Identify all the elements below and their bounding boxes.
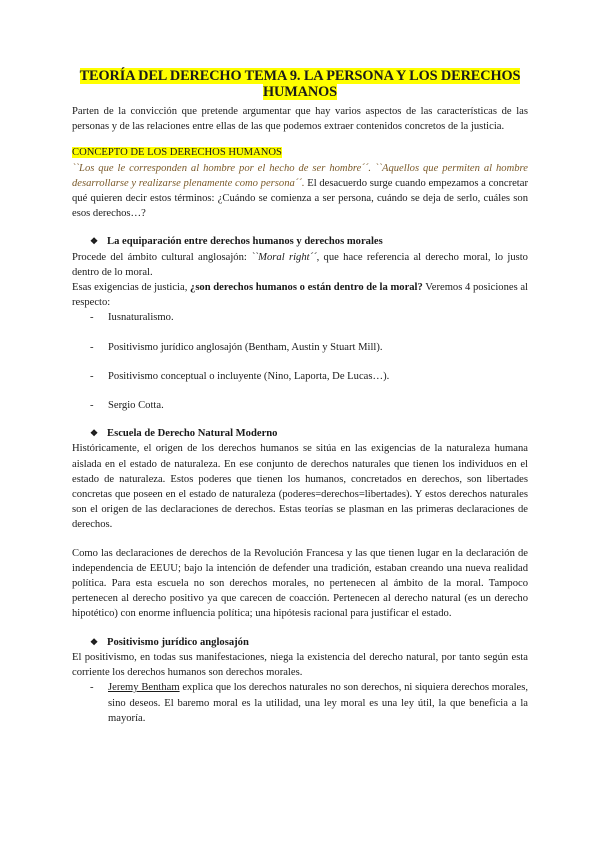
- list-item: [72, 680, 528, 726]
- title-highlight: TEORÍA DEL DERECHO TEMA 9. LA PERSONA Y LOS DERECHOS HUMANOS: [79, 68, 521, 100]
- text-span: , que hace referencia al derecho moral, lo justo dentro de lo moral.: [72, 251, 528, 278]
- concepto-section: [72, 145, 528, 221]
- equiparacion-paragraph-2: [72, 280, 528, 310]
- section-heading-text: La equiparación entre derechos humanos y derechos morales: [107, 236, 383, 248]
- dash-bullet: -: [90, 312, 94, 324]
- diamond-bullet-icon: ❖: [90, 636, 99, 647]
- text-span: Esas exigencias de justicia,: [72, 282, 191, 294]
- section-heading-text: Escuela de Derecho Natural Moderno: [107, 428, 278, 440]
- list-item: [72, 340, 528, 355]
- list-item: [72, 398, 528, 413]
- bentham-name: Jeremy Bentham: [108, 682, 180, 694]
- diamond-bullet-icon: ❖: [90, 428, 99, 439]
- key-question: ¿son derechos humanos o están dentro de la moral?: [190, 282, 423, 294]
- list-item: [72, 369, 528, 384]
- text-span: Veremos 4 posiciones al respecto:: [72, 282, 528, 309]
- equiparacion-paragraph-1: [72, 250, 528, 280]
- concepto-text: El desacuerdo surge cuando empezamos a concretar qué quieren decir estos términos: ¿Cuándo se comienza a ser persona, cuándo se deja de serlo, cuáles son esos derechos…?: [72, 177, 528, 220]
- section-heading-equiparacion: [90, 234, 528, 249]
- escuela-paragraph-2: Como las declaraciones de derechos de la Revolución Francesa y las que tienen lugar en la declaración de independencia de EEUU; bajo la intención de defender una tradición, estaban creando una nueva realidad política. Para esta escuela no son derechos morales, no pertenecen al ámbito de la moral. Tampoco pertenecen al derecho positivo ya que carecen de coacción. Pertenecen al derecho natural (es un derecho hipotético) con enorme influencia política; una hipótesis racional para justificar el estado.: [72, 547, 528, 620]
- dash-bullet: -: [90, 682, 94, 694]
- list-item-text: Sergio Cotta.: [108, 400, 164, 412]
- section-heading-escuela: [90, 426, 528, 441]
- diamond-bullet-icon: ❖: [90, 236, 99, 247]
- list-item-text: explica que los derechos naturales no son derechos, ni siquiera derechos morales, sino deseos. El baremo moral es la utilidad, una ley moral es una ley útil, la que beneficia a la mayoría.: [108, 682, 528, 724]
- document-page: [72, 68, 528, 726]
- list-item-text: Positivismo conceptual o incluyente (Nino, Laporta, De Lucas…).: [108, 370, 390, 382]
- document-title: [72, 68, 528, 100]
- bentham-list: [72, 680, 528, 726]
- moral-right-quote: ``Moral right´´: [251, 251, 317, 263]
- section-heading-positivismo: [90, 635, 528, 650]
- intro-paragraph: Parten de la convicción que pretende argumentar que hay varios aspectos de las características de las personas y de las relaciones entre ellas de las que podemos extraer contenidos concretos de la justicia.: [72, 106, 528, 133]
- concepto-quote: ``Los que le corresponden al hombre por el hecho de ser hombre´´. ``Aquellos que permiten al hombre desarrollarse y realizarse plenamente como persona´´.: [72, 162, 528, 189]
- dash-bullet: -: [90, 341, 94, 353]
- escuela-paragraph-1: Históricamente, el origen de los derechos humanos se sitúa en las exigencias de la naturaleza humana aislada en el estado de naturaleza. En ese conjunto de derechos naturales que tienen los individuos en el estado de naturaleza. Estos poderes que tienen los humanos, concretados en derechos, son libertades concretas que poseen en el estado de naturaleza (poderes=derechos=libertades). Y estos derechos naturales son el origen de las declaraciones de derechos. Estas teorías se plasman en las primeras declaraciones de derechos.: [72, 443, 528, 531]
- list-item: [72, 310, 528, 325]
- list-item-text: Positivismo jurídico anglosajón (Bentham, Austin y Stuart Mill).: [108, 341, 383, 353]
- text-span: Procede del ámbito cultural anglosajón:: [72, 251, 252, 263]
- section-heading-text: Positivismo jurídico anglosajón: [107, 636, 249, 648]
- dash-bullet: -: [90, 400, 94, 412]
- dash-bullet: -: [90, 370, 94, 382]
- concepto-paragraph: [72, 161, 528, 222]
- positions-list: [72, 310, 528, 413]
- positivismo-paragraph: El positivismo, en todas sus manifestaciones, niega la existencia del derecho natural, por tanto según esta corriente los derechos humanos son derechos morales.: [72, 651, 528, 679]
- concepto-heading: CONCEPTO DE LOS DERECHOS HUMANOS: [72, 147, 282, 159]
- list-item-text: Iusnaturalismo.: [108, 312, 174, 324]
